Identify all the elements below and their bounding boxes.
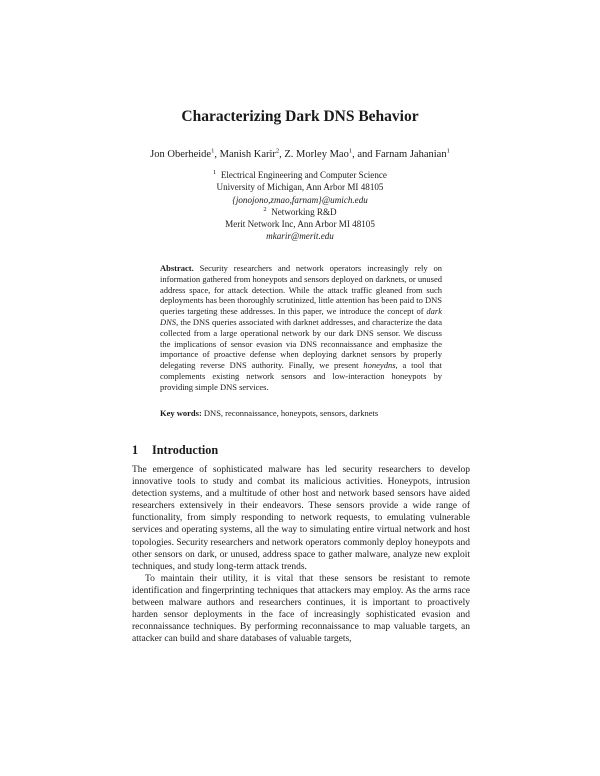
abstract-text: , the DNS queries associated with darknet addresses, and characterize the data collected from a large operational network by our dark DNS sensor. We discuss the implications of sensor evasion via DNS reconnaissance and emphasize the importance of proactive defense when deploying darknet sensors by properly delegating reverse DNS authority. Finally, we present	[160, 316, 442, 371]
section-title: Introduction	[152, 443, 219, 457]
affiliation-2-line1: $^2$ Networking R&D	[263, 205, 337, 217]
abstract-text: Security researchers and network operators increasingly rely on information gathered from honeypots and sensors deployed on darknets, or unused address space, for attack detection. While the attack traffic gleaned from such deployments has been thoroughly scrutinized, little attention has been paid to DNS queries targeting these addresses. In this paper, we introduce the concept of	[160, 263, 443, 317]
affiliation-1-line1: $^1$ Electrical Engineering and Computer Science	[213, 168, 387, 180]
author-affiliation-mark: 2	[275, 147, 280, 155]
keywords-text: DNS, reconnaissance, honeypots, sensors, darknets	[201, 408, 379, 418]
keywords-label: Key words:	[160, 408, 202, 418]
author-name: Jon Oberheide	[150, 149, 212, 160]
author-affiliation-mark: 1	[446, 147, 450, 155]
affiliation-1-email: {jonojono,zmao,farnam}@umich.edu	[232, 194, 368, 205]
author-list: Jon Oberheide$^1$, Manish Karir$^2$, Z. Morley Mao$^1$, and Farnam Jahanian$^1$	[150, 147, 450, 160]
paper-title: Characterizing Dark DNS Behavior	[181, 108, 419, 125]
affiliation-2-line2: Merit Network Inc, Ann Arbor MI 48105	[225, 219, 375, 230]
paragraph: The emergence of sophisticated malware has led security researchers to develop innovative tools to study and combat its malicious activities. Honeypots, intrusion detection systems, and a multitude of other host and network based sensors have aided researchers extensively in their endeavors. These sensors provide a wide range of functionality, from simply responding to network requests, to emulating vulnerable services and operating systems, all the way to simulating entire virtual network and host topologies. Security researchers and network operators commonly deploy honeypots and other sensors on dark, or unused, address space to gather malware, analyze new exploit techniques, and study long-term attack trends.	[132, 465, 470, 572]
affiliation-1-mark: 1	[213, 168, 217, 176]
section-heading	[132, 443, 472, 458]
author-name: and Farnam Jahanian	[357, 149, 447, 160]
author-affiliation-mark: 1	[211, 147, 215, 155]
abstract-emphasis: honeydns	[363, 360, 396, 371]
author-name: Manish Karir	[219, 149, 276, 160]
affiliations	[0, 169, 600, 243]
author-name: Z. Morley Mao	[284, 149, 349, 160]
affiliation-1-line2: University of Michigan, Ann Arbor MI 48105	[216, 182, 384, 193]
body-text	[132, 464, 470, 645]
abstract-text: , a tool that complements existing network sensors and low-interaction honeypots by providing simple DNS services.	[160, 360, 442, 392]
abstract	[160, 263, 442, 393]
affiliation-2-mark: 2	[263, 205, 267, 213]
abstract-emphasis: dark DNS	[160, 306, 442, 327]
keywords	[160, 408, 442, 419]
affiliation-2-email: mkarir@merit.edu	[266, 231, 334, 242]
section-number: 1	[132, 443, 139, 457]
author-affiliation-mark: 1	[348, 147, 353, 155]
paragraph: To maintain their utility, it is vital that these sensors be resistant to remote identification and fingerprinting techniques that attackers may employ. As the arms race between malware authors and researchers continues, it is important to proactively harden sensor deployments in the face of increasingly sophisticated evasion and reconnaissance techniques. By performing reconnaissance to map valuable targets, an attacker can build and share databases of valuable targets,	[132, 573, 470, 645]
abstract-label: Abstract.	[160, 263, 194, 273]
